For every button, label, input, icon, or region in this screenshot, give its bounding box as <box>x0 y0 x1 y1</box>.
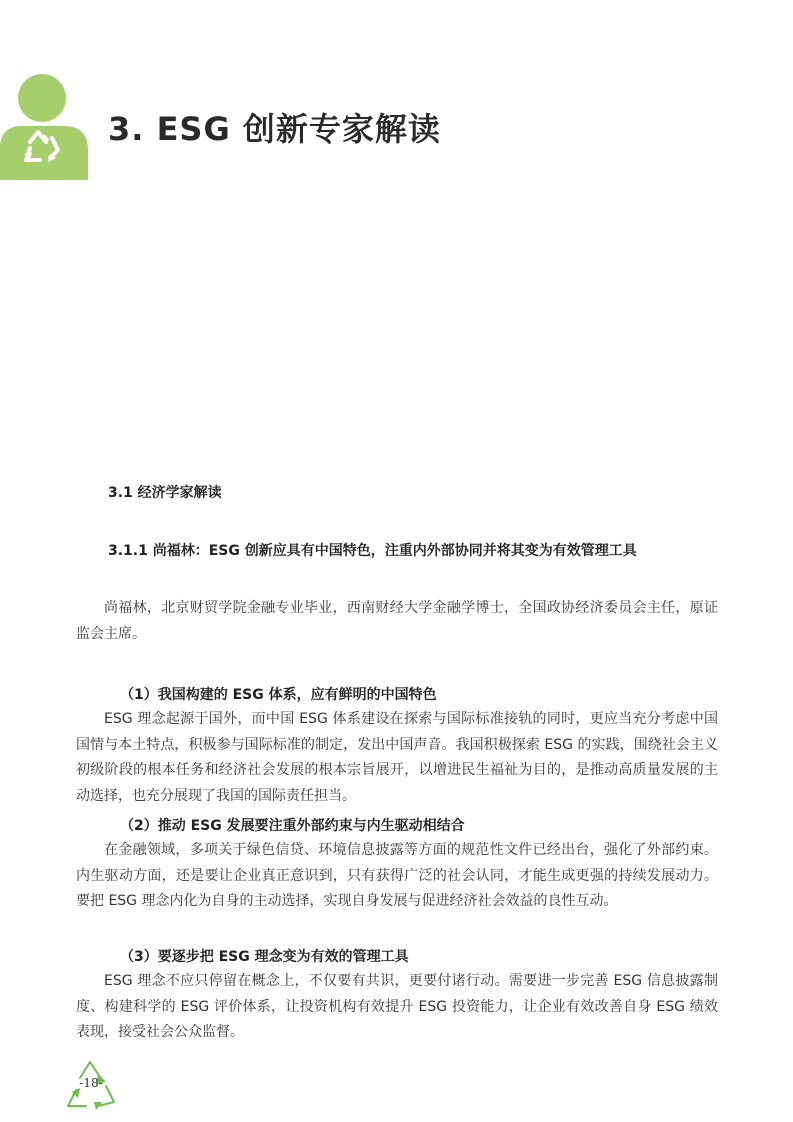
recycle-person-icon <box>0 74 88 180</box>
chapter-title: 3. ESG 创新专家解读 <box>108 110 441 148</box>
subsection-title: 3.1.1 尚福林：ESG 创新应具有中国特色，注重内外部协同并将其变为有效管理工具 <box>108 543 637 559</box>
point-body-2: 在金融领域，多项关于绿色信贷、环境信息披露等方面的规范性文件已经出台，强化了外部约束。内生驱动方面，还是要让企业真正意识到，只有获得广泛的社会认同，才能生成更强的持续发展动力。要把 ESG 理念内化为自身的主动选择，实现自身发展与促进经济社会效益的良性互动。 <box>76 842 718 909</box>
page-number: -18- <box>79 1076 103 1090</box>
section-title: 3.1 经济学家解读 <box>108 485 222 501</box>
point-body-3: ESG 理念不应只停留在概念上，不仅要有共识，更要付诸行动。需要进一步完善 ESG 信息披露制度、构建科学的 ESG 评价体系，让投资机构有效提升 ESG 投资能力，让企业有效改善自身 ESG 绩效表现，接受社会公众监督。 <box>76 973 718 1040</box>
intro-paragraph: 尚福林，北京财贸学院金融专业毕业，西南财经大学金融学博士，全国政协经济委员会主任，原证监会主席。 <box>76 600 718 642</box>
point-heading-2: （2）推动 ESG 发展要注重外部约束与内生驱动相结合 <box>120 818 465 834</box>
page-footer <box>62 1056 120 1114</box>
point-heading-3: （3）要逐步把 ESG 理念变为有效的管理工具 <box>120 949 409 965</box>
point-heading-1: （1）我国构建的 ESG 体系，应有鲜明的中国特色 <box>120 687 437 703</box>
point-body-1: ESG 理念起源于国外，而中国 ESG 体系建设在探索与国际标准接轨的同时，更应当充分考虑中国国情与本土特点，积极参与国际标准的制定，发出中国声音。我国积极探索 ESG 的实践，围绕社会主义初级阶段的根本任务和经济社会发展的根本宗旨展开，以增进民生福祉为目的，是推动高质量发展的主动选择，也充分展现了我国的国际责任担当。 <box>76 711 718 804</box>
